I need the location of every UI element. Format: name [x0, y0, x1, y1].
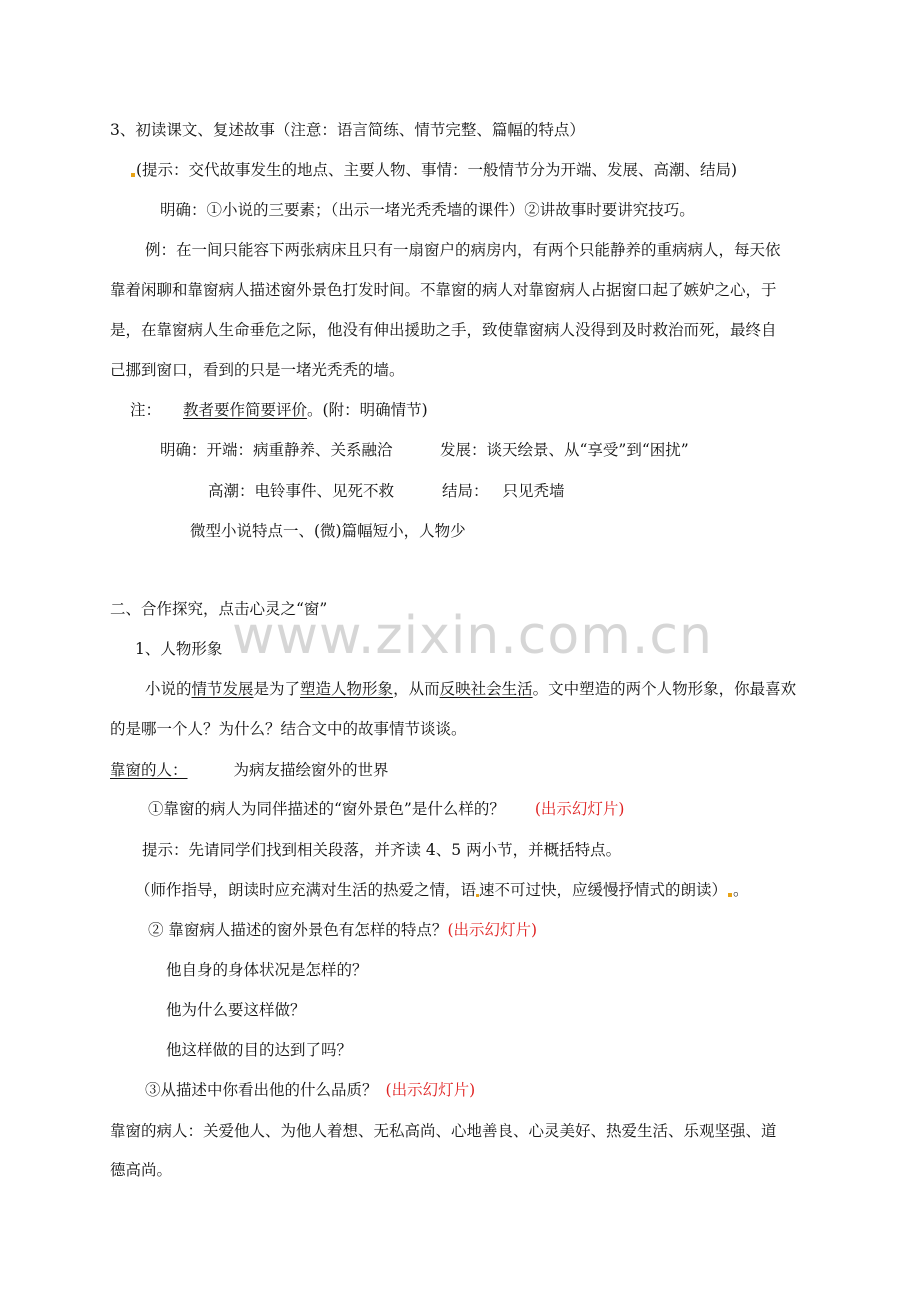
sub-question-1: 他自身的身体状况是怎样的？ [166, 961, 368, 979]
slide-hint: (出示幻灯片) [447, 921, 538, 939]
question-3 [145, 1080, 475, 1100]
question-1-text: ①靠窗的病人为同伴描述的“窗外景色”是什么样的？ [148, 800, 505, 818]
plot-climax: 高潮：电铃事件、见死不救 [208, 482, 395, 500]
section-2-heading: 二、合作探究，点击心灵之“窗” [110, 600, 328, 618]
window-person-title: 靠窗的人： [110, 761, 188, 779]
plot-ending-value: 只见秃墙 [502, 482, 565, 500]
plot-development: 发展：谈天绘景、从“享受”到“困扰” [440, 441, 689, 459]
character-intro-line-1 [145, 679, 796, 699]
underlined-character: 塑造人物形象 [300, 680, 394, 698]
example-line-2: 靠着闲聊和靠窗病人描述窗外景色打发时间。不靠窗的病人对靠窗病人占据窗口起了嫉妒之心，于 [110, 281, 777, 299]
text-span: 小说的 [145, 680, 192, 698]
teacher-guide-text-1: （师作指导，朗读时应充满对生活的热爱之情，语 [135, 881, 477, 899]
text-span: 。文中塑造的两个人物形象，你最喜欢 [532, 680, 797, 698]
note-label: 注： [130, 401, 162, 419]
sub-question-3: 他这样做的目的达到了吗？ [166, 1041, 353, 1059]
sub-question-2: 他为什么要这样做？ [166, 1001, 306, 1019]
slide-hint: (出示幻灯片) [385, 1081, 476, 1099]
question-2 [148, 920, 537, 940]
window-person-label [110, 760, 389, 780]
clarify-line: 明确：①小说的三要素；（出示一堵光秃秃墙的课件）②讲故事时要讲究技巧。 [160, 201, 695, 219]
slide-hint: (出示幻灯片) [534, 800, 625, 818]
teacher-guide-text-2: 速不可过快，应缓慢抒情式的朗读） [479, 881, 728, 899]
character-intro-line-2: 的是哪一个人？为什么？结合文中的故事情节谈谈。 [110, 720, 467, 738]
example-line-4: 己挪到窗口，看到的只是一堵光秃秃的墙。 [110, 361, 405, 379]
example-line-1: 例：在一间只能容下两张病床且只有一扇窗户的病房内，有两个只能静养的重病病人，每天依 [145, 241, 781, 259]
plot-ending-label: 结局： [442, 482, 489, 500]
note-line [130, 400, 428, 420]
teacher-guide [135, 880, 749, 900]
question-3-text: ③从描述中你看出他的什么品质？ [145, 1081, 378, 1099]
section-3-heading: 3、初读课文、复述故事（注意：语言简练、情节完整、篇幅的特点） [110, 121, 585, 139]
question-2-text: ② 靠窗病人描述的窗外景色有怎样的特点？ [148, 921, 448, 939]
question-1 [148, 799, 624, 819]
plot-beginning: 明确：开端：病重静养、关系融洽 [160, 441, 393, 459]
micro-novel-feature: 微型小说特点一、(微)篇幅短小，人物少 [190, 522, 466, 540]
note-emphasis: 教者要作简要评价 [183, 401, 308, 419]
qualities-line-1: 靠窗的病人：关爱他人、为他人着想、无私高尚、心地善良、心灵美好、热爱生活、乐观坚强、道 [110, 1122, 777, 1140]
watermark-text: www.zixin.com.cn [232, 606, 713, 666]
qualities-line-2: 德高尚。 [110, 1161, 173, 1179]
teacher-guide-end: 。 [733, 881, 749, 899]
underlined-society: 反映社会生活 [439, 680, 533, 698]
hint-line [130, 160, 737, 180]
hint-text: (提示：交代故事发生的地点、主要人物、事情：一般情节分为开端、发展、高潮、结局) [136, 161, 738, 179]
plot-ending [442, 481, 565, 501]
underlined-plot: 情节发展 [191, 680, 254, 698]
note-appendix: 。(附：明确情节) [307, 401, 428, 419]
character-heading: 1、人物形象 [135, 640, 223, 658]
example-line-3: 是，在靠窗病人生命垂危之际，他没有伸出援助之手，致使靠窗病人没得到及时救治而死，最终自 [110, 321, 777, 339]
text-span: ，从而 [393, 680, 440, 698]
window-person-desc: 为病友描绘窗外的世界 [233, 761, 389, 779]
hint-read: 提示：先请同学们找到相关段落，并齐读 4、5 两小节，并概括特点。 [142, 841, 622, 859]
marker-dot-icon [131, 173, 135, 177]
text-span: 是为了 [253, 680, 301, 698]
marker-dot-icon [728, 893, 732, 897]
